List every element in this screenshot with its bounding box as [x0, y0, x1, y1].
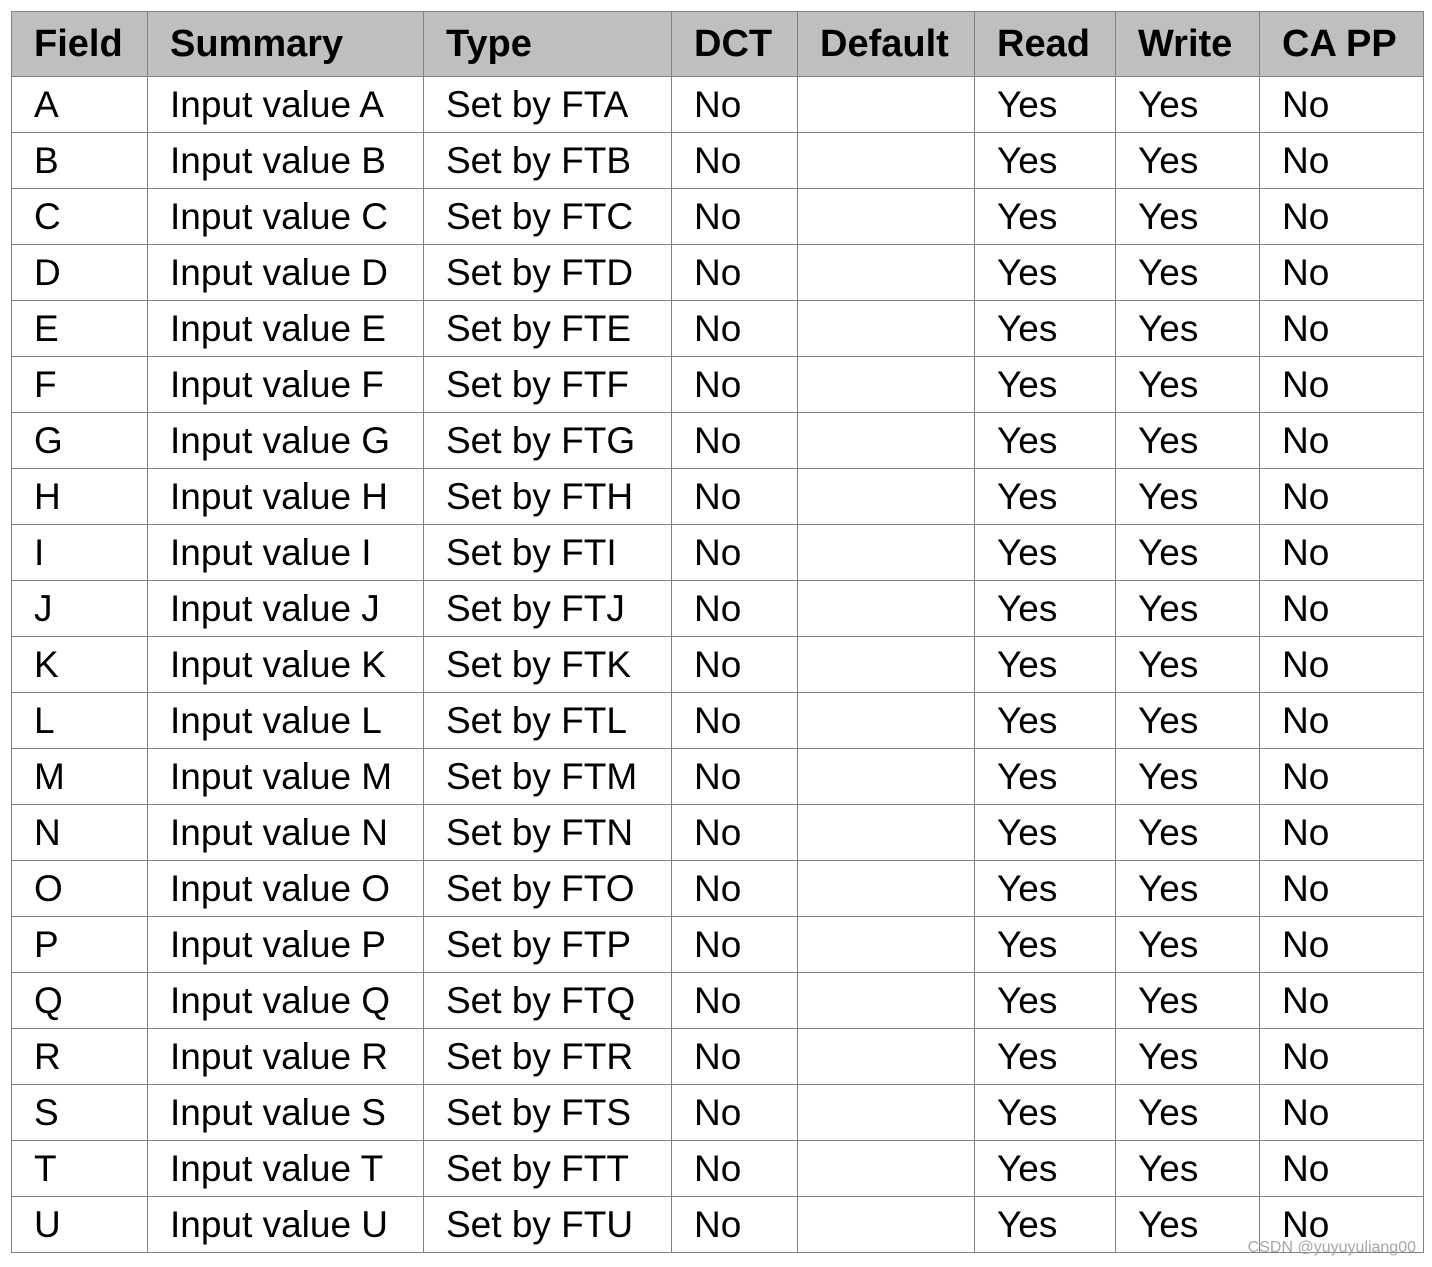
- cell-field: G: [12, 413, 148, 469]
- cell-field: M: [12, 749, 148, 805]
- cell-write: Yes: [1116, 413, 1260, 469]
- table-row: [12, 77, 1424, 133]
- table-row: [12, 581, 1424, 637]
- cell-default: [798, 469, 975, 525]
- cell-type: Set by FTH: [424, 469, 672, 525]
- cell-summary: Input value A: [148, 77, 424, 133]
- watermark: CSDN @yuyuyuliang00: [1247, 1239, 1416, 1256]
- cell-dct: No: [672, 77, 798, 133]
- cell-field: B: [12, 133, 148, 189]
- cell-dct: No: [672, 301, 798, 357]
- cell-type: Set by FTB: [424, 133, 672, 189]
- column-header-default: Default: [798, 12, 975, 77]
- cell-summary: Input value G: [148, 413, 424, 469]
- cell-ca-pp: No: [1260, 1141, 1424, 1197]
- cell-read: Yes: [975, 637, 1116, 693]
- cell-summary: Input value M: [148, 749, 424, 805]
- cell-write: Yes: [1116, 693, 1260, 749]
- cell-write: Yes: [1116, 1085, 1260, 1141]
- cell-default: [798, 357, 975, 413]
- cell-read: Yes: [975, 805, 1116, 861]
- cell-summary: Input value S: [148, 1085, 424, 1141]
- table-row: [12, 469, 1424, 525]
- cell-default: [798, 245, 975, 301]
- cell-type: Set by FTM: [424, 749, 672, 805]
- cell-dct: No: [672, 1197, 798, 1253]
- cell-summary: Input value K: [148, 637, 424, 693]
- cell-write: Yes: [1116, 805, 1260, 861]
- table-row: [12, 189, 1424, 245]
- cell-default: [798, 749, 975, 805]
- cell-field: I: [12, 525, 148, 581]
- cell-type: Set by FTE: [424, 301, 672, 357]
- column-header-field: Field: [12, 12, 148, 77]
- cell-ca-pp: No: [1260, 525, 1424, 581]
- column-header-ca-pp: CA PP: [1260, 12, 1424, 77]
- cell-summary: Input value F: [148, 357, 424, 413]
- table-row: [12, 861, 1424, 917]
- cell-ca-pp: No: [1260, 693, 1424, 749]
- cell-dct: No: [672, 581, 798, 637]
- table-row: [12, 245, 1424, 301]
- cell-dct: No: [672, 413, 798, 469]
- cell-field: L: [12, 693, 148, 749]
- cell-write: Yes: [1116, 637, 1260, 693]
- cell-ca-pp: No: [1260, 805, 1424, 861]
- cell-read: Yes: [975, 525, 1116, 581]
- cell-read: Yes: [975, 357, 1116, 413]
- cell-type: Set by FTJ: [424, 581, 672, 637]
- cell-summary: Input value B: [148, 133, 424, 189]
- cell-default: [798, 861, 975, 917]
- cell-write: Yes: [1116, 469, 1260, 525]
- table-row: [12, 973, 1424, 1029]
- cell-ca-pp: No: [1260, 581, 1424, 637]
- cell-dct: No: [672, 245, 798, 301]
- cell-dct: No: [672, 973, 798, 1029]
- cell-ca-pp: No: [1260, 637, 1424, 693]
- cell-dct: No: [672, 693, 798, 749]
- cell-type: Set by FTF: [424, 357, 672, 413]
- cell-write: Yes: [1116, 77, 1260, 133]
- cell-write: Yes: [1116, 917, 1260, 973]
- cell-write: Yes: [1116, 749, 1260, 805]
- cell-type: Set by FTN: [424, 805, 672, 861]
- cell-ca-pp: No: [1260, 133, 1424, 189]
- cell-field: C: [12, 189, 148, 245]
- cell-field: E: [12, 301, 148, 357]
- cell-field: A: [12, 77, 148, 133]
- cell-summary: Input value T: [148, 1141, 424, 1197]
- cell-read: Yes: [975, 1141, 1116, 1197]
- table-row: [12, 637, 1424, 693]
- table-row: [12, 133, 1424, 189]
- cell-ca-pp: No: [1260, 469, 1424, 525]
- cell-write: Yes: [1116, 301, 1260, 357]
- header-row: [12, 12, 1424, 77]
- cell-ca-pp: No: [1260, 245, 1424, 301]
- cell-write: Yes: [1116, 1029, 1260, 1085]
- table-row: [12, 749, 1424, 805]
- cell-ca-pp: No: [1260, 917, 1424, 973]
- cell-summary: Input value Q: [148, 973, 424, 1029]
- cell-read: Yes: [975, 861, 1116, 917]
- cell-field: D: [12, 245, 148, 301]
- cell-ca-pp: No: [1260, 1197, 1424, 1253]
- cell-dct: No: [672, 1029, 798, 1085]
- cell-field: K: [12, 637, 148, 693]
- cell-read: Yes: [975, 133, 1116, 189]
- cell-read: Yes: [975, 693, 1116, 749]
- table-row: [12, 413, 1424, 469]
- cell-ca-pp: No: [1260, 189, 1424, 245]
- column-header-read: Read: [975, 12, 1116, 77]
- cell-default: [798, 581, 975, 637]
- column-header-summary: Summary: [148, 12, 424, 77]
- table-row: [12, 917, 1424, 973]
- cell-default: [798, 973, 975, 1029]
- cell-write: Yes: [1116, 133, 1260, 189]
- cell-field: Q: [12, 973, 148, 1029]
- cell-default: [798, 805, 975, 861]
- cell-summary: Input value L: [148, 693, 424, 749]
- cell-dct: No: [672, 133, 798, 189]
- table-row: [12, 1141, 1424, 1197]
- cell-summary: Input value I: [148, 525, 424, 581]
- cell-default: [798, 1085, 975, 1141]
- cell-dct: No: [672, 357, 798, 413]
- cell-ca-pp: No: [1260, 749, 1424, 805]
- cell-default: [798, 1029, 975, 1085]
- cell-field: R: [12, 1029, 148, 1085]
- cell-summary: Input value C: [148, 189, 424, 245]
- table-row: [12, 301, 1424, 357]
- cell-read: Yes: [975, 469, 1116, 525]
- cell-ca-pp: No: [1260, 413, 1424, 469]
- cell-type: Set by FTD: [424, 245, 672, 301]
- cell-write: Yes: [1116, 525, 1260, 581]
- cell-read: Yes: [975, 917, 1116, 973]
- cell-field: O: [12, 861, 148, 917]
- cell-type: Set by FTC: [424, 189, 672, 245]
- cell-field: U: [12, 1197, 148, 1253]
- cell-ca-pp: No: [1260, 973, 1424, 1029]
- cell-field: P: [12, 917, 148, 973]
- cell-ca-pp: No: [1260, 1029, 1424, 1085]
- cell-write: Yes: [1116, 973, 1260, 1029]
- column-header-dct: DCT: [672, 12, 798, 77]
- cell-default: [798, 413, 975, 469]
- cell-read: Yes: [975, 77, 1116, 133]
- cell-read: Yes: [975, 1197, 1116, 1253]
- cell-field: F: [12, 357, 148, 413]
- cell-type: Set by FTA: [424, 77, 672, 133]
- cell-field: N: [12, 805, 148, 861]
- cell-default: [798, 693, 975, 749]
- table-row: [12, 1197, 1424, 1253]
- cell-default: [798, 133, 975, 189]
- column-header-write: Write: [1116, 12, 1260, 77]
- cell-dct: No: [672, 189, 798, 245]
- cell-summary: Input value D: [148, 245, 424, 301]
- cell-default: [798, 1141, 975, 1197]
- cell-write: Yes: [1116, 357, 1260, 413]
- cell-summary: Input value H: [148, 469, 424, 525]
- cell-summary: Input value O: [148, 861, 424, 917]
- cell-type: Set by FTG: [424, 413, 672, 469]
- cell-read: Yes: [975, 245, 1116, 301]
- cell-read: Yes: [975, 1085, 1116, 1141]
- cell-write: Yes: [1116, 1141, 1260, 1197]
- cell-default: [798, 525, 975, 581]
- table-row: [12, 693, 1424, 749]
- cell-field: H: [12, 469, 148, 525]
- cell-type: Set by FTO: [424, 861, 672, 917]
- cell-dct: No: [672, 1085, 798, 1141]
- cell-dct: No: [672, 805, 798, 861]
- cell-write: Yes: [1116, 1197, 1260, 1253]
- cell-dct: No: [672, 749, 798, 805]
- cell-write: Yes: [1116, 581, 1260, 637]
- cell-read: Yes: [975, 1029, 1116, 1085]
- cell-type: Set by FTU: [424, 1197, 672, 1253]
- cell-write: Yes: [1116, 189, 1260, 245]
- table-row: [12, 1029, 1424, 1085]
- cell-read: Yes: [975, 749, 1116, 805]
- cell-dct: No: [672, 917, 798, 973]
- cell-read: Yes: [975, 973, 1116, 1029]
- cell-default: [798, 301, 975, 357]
- table-row: [12, 357, 1424, 413]
- cell-dct: No: [672, 637, 798, 693]
- cell-ca-pp: No: [1260, 77, 1424, 133]
- cell-default: [798, 637, 975, 693]
- cell-read: Yes: [975, 413, 1116, 469]
- column-header-type: Type: [424, 12, 672, 77]
- cell-write: Yes: [1116, 245, 1260, 301]
- cell-dct: No: [672, 469, 798, 525]
- cell-ca-pp: No: [1260, 357, 1424, 413]
- table-row: [12, 525, 1424, 581]
- cell-type: Set by FTQ: [424, 973, 672, 1029]
- cell-type: Set by FTP: [424, 917, 672, 973]
- cell-read: Yes: [975, 581, 1116, 637]
- cell-write: Yes: [1116, 861, 1260, 917]
- cell-type: Set by FTT: [424, 1141, 672, 1197]
- cell-field: T: [12, 1141, 148, 1197]
- cell-default: [798, 77, 975, 133]
- cell-type: Set by FTI: [424, 525, 672, 581]
- cell-field: S: [12, 1085, 148, 1141]
- cell-ca-pp: No: [1260, 301, 1424, 357]
- cell-dct: No: [672, 861, 798, 917]
- cell-summary: Input value J: [148, 581, 424, 637]
- cell-summary: Input value P: [148, 917, 424, 973]
- cell-type: Set by FTL: [424, 693, 672, 749]
- cell-type: Set by FTR: [424, 1029, 672, 1085]
- cell-default: [798, 189, 975, 245]
- cell-summary: Input value E: [148, 301, 424, 357]
- cell-summary: Input value U: [148, 1197, 424, 1253]
- table-row: [12, 805, 1424, 861]
- cell-dct: No: [672, 525, 798, 581]
- cell-default: [798, 1197, 975, 1253]
- table-row: [12, 1085, 1424, 1141]
- field-spec-table: [11, 11, 1424, 1253]
- cell-field: J: [12, 581, 148, 637]
- cell-summary: Input value N: [148, 805, 424, 861]
- table-header: [12, 12, 1424, 77]
- cell-type: Set by FTS: [424, 1085, 672, 1141]
- cell-read: Yes: [975, 189, 1116, 245]
- cell-type: Set by FTK: [424, 637, 672, 693]
- cell-summary: Input value R: [148, 1029, 424, 1085]
- cell-dct: No: [672, 1141, 798, 1197]
- cell-default: [798, 917, 975, 973]
- cell-ca-pp: No: [1260, 1085, 1424, 1141]
- table-body: [12, 77, 1424, 1253]
- cell-ca-pp: No: [1260, 861, 1424, 917]
- cell-read: Yes: [975, 301, 1116, 357]
